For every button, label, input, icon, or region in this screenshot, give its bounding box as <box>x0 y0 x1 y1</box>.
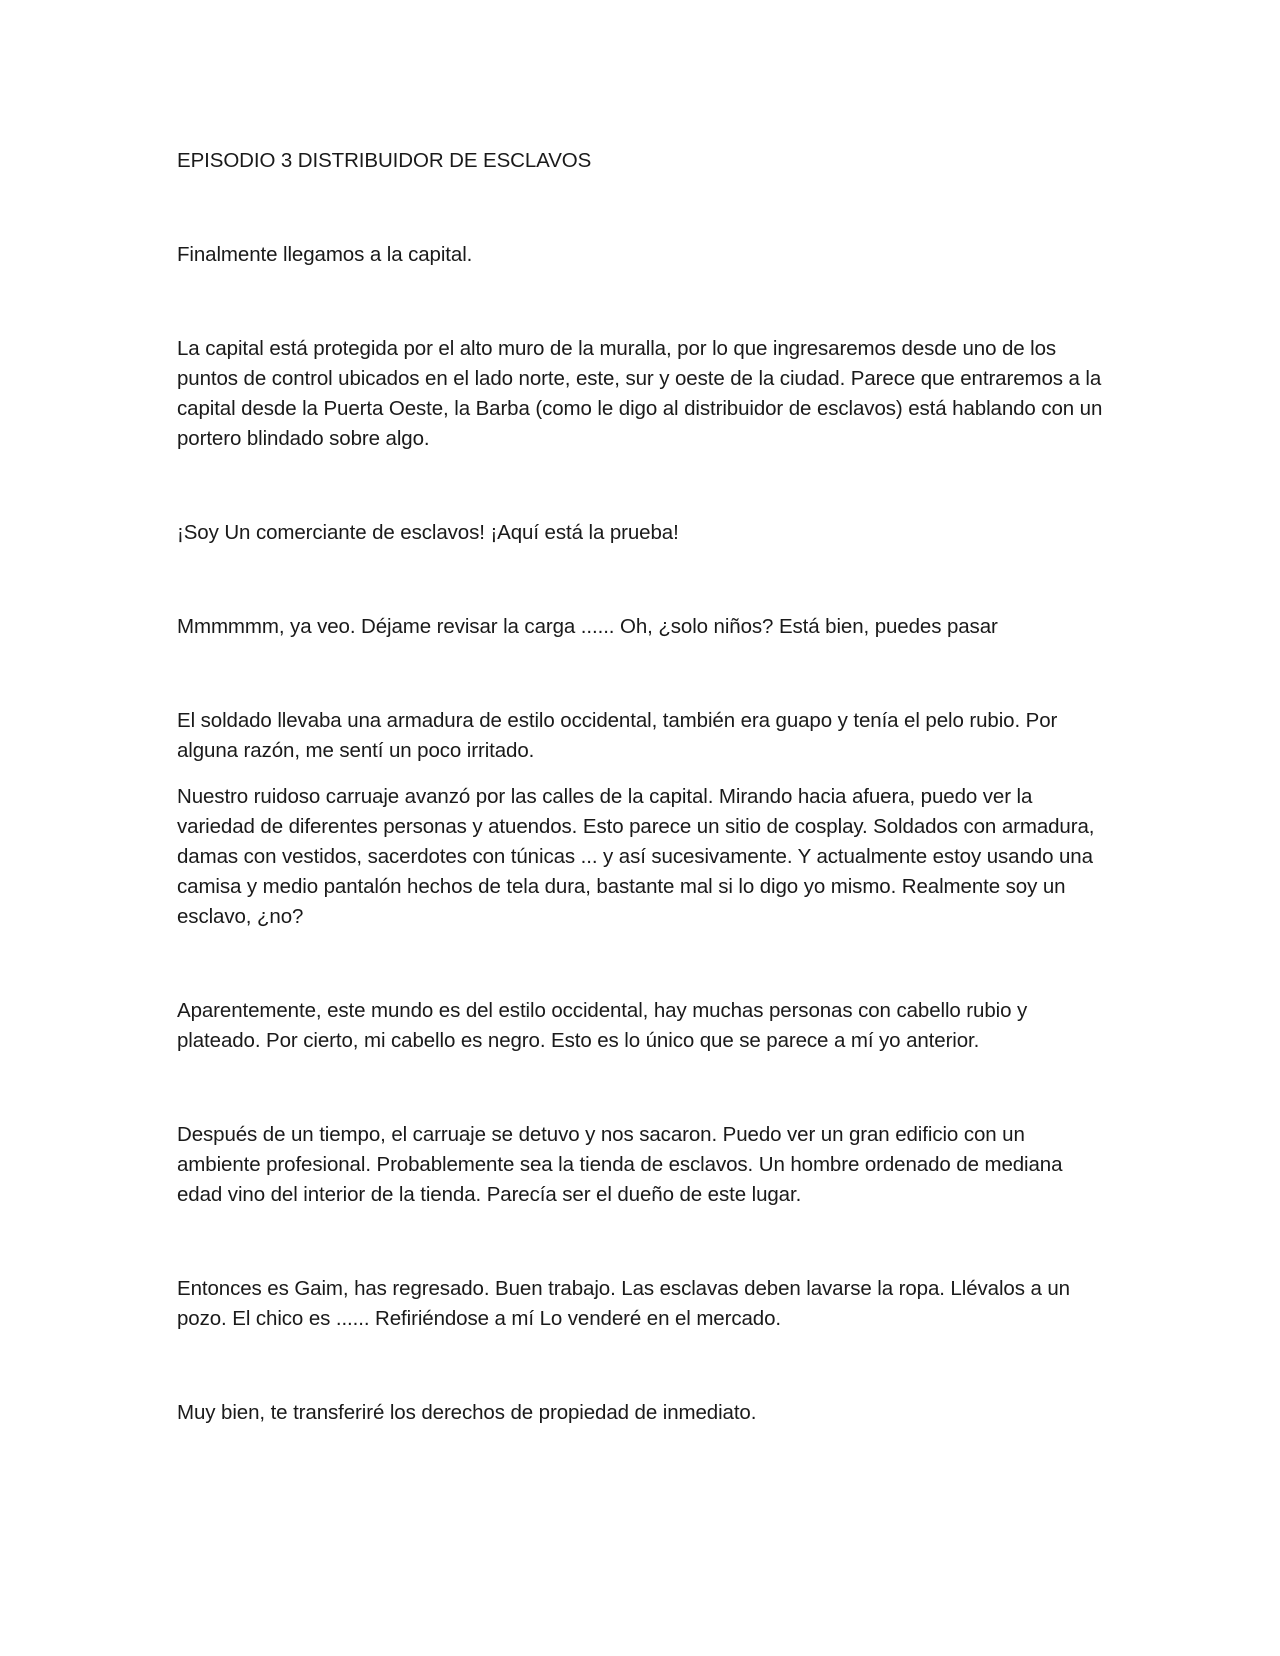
paragraph-soldier: El soldado llevaba una armadura de estilo occidental, también era guapo y tenía el pelo rubio. Por alguna razón, me sentí un poco irritado. <box>177 709 1058 762</box>
paragraph-shop-owner: Entonces es Gaim, has regresado. Buen trabajo. Las esclavas deben lavarse la ropa. Llévalos a un pozo. El chico es ...... Refiriéndose a mí Lo venderé en el mercado. <box>177 1277 1070 1330</box>
paragraph-transfer: Muy bien, te transferiré los derechos de propiedad de inmediato. <box>177 1401 757 1424</box>
paragraph-world-style: Aparentemente, este mundo es del estilo occidental, hay muchas personas con cabello rubio y plateado. Por cierto, mi cabello es negro. Esto es lo único que se parece a mí yo anterior. <box>177 999 1028 1052</box>
paragraph-arrival: Finalmente llegamos a la capital. <box>177 243 473 266</box>
episode-title: EPISODIO 3 DISTRIBUIDOR DE ESCLAVOS <box>177 149 592 172</box>
paragraph-merchant-claim: ¡Soy Un comerciante de esclavos! ¡Aquí está la prueba! <box>177 521 679 544</box>
paragraph-capital-wall: La capital está protegida por el alto muro de la muralla, por lo que ingresaremos desde uno de los puntos de control ubicados en el lado norte, este, sur y oeste de la ciudad. Parece que entraremos a la capital desde la Puerta Oeste, la Barba (como le digo al distribuidor de esclavos) está hablando con un portero blindado sobre algo. <box>177 337 1103 450</box>
paragraph-gatekeeper: Mmmmmm, ya veo. Déjame revisar la carga ...... Oh, ¿solo niños? Está bien, puedes pasar <box>177 615 998 638</box>
document-body <box>177 146 1107 1428</box>
paragraph-carriage-streets: Nuestro ruidoso carruaje avanzó por las calles de la capital. Mirando hacia afuera, puedo ver la variedad de diferentes personas y atuendos. Esto parece un sitio de cosplay. Soldados con armadura, damas con vestidos, sacerdotes con túnicas ... y así sucesivamente. Y actualmente estoy usando una camisa y medio pantalón hechos de tela dura, bastante mal si lo digo yo mismo. Realmente soy un esclavo, ¿no? <box>177 785 1095 928</box>
paragraph-slave-shop: Después de un tiempo, el carruaje se detuvo y nos sacaron. Puedo ver un gran edificio con un ambiente profesional. Probablemente sea la tienda de esclavos. Un hombre ordenado de mediana edad vino del interior de la tienda. Parecía ser el dueño de este lugar. <box>177 1123 1063 1206</box>
